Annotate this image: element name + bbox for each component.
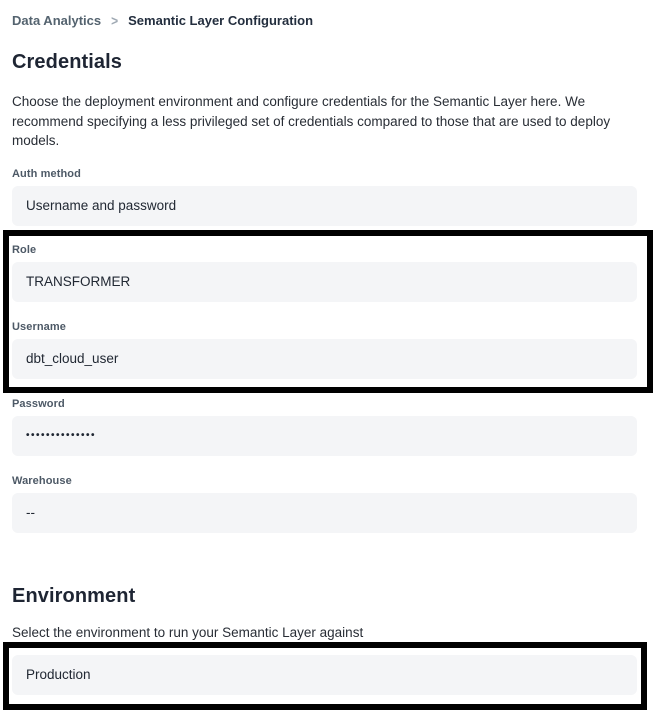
chevron-right-icon: > (111, 12, 119, 30)
role-input[interactable] (12, 262, 637, 302)
auth-method-label: Auth method (12, 167, 81, 180)
warehouse-value: -- (26, 505, 35, 520)
credentials-description: Choose the deployment environment and configure credentials for the Semantic Layer here. We recommend specifying a less privileged set of credentials compared to those that are used to deploy models. (12, 94, 611, 148)
auth-method-value: Username and password (26, 198, 177, 213)
credentials-heading: Credentials (12, 51, 123, 73)
password-group (12, 398, 637, 456)
username-input[interactable] (12, 339, 637, 379)
warehouse-group (12, 475, 637, 533)
environment-select[interactable] (12, 655, 637, 695)
password-masked-value: •••••••••••••• (26, 430, 97, 441)
breadcrumb (12, 13, 637, 29)
highlight-box-role-username (3, 230, 653, 393)
auth-method-select[interactable] (12, 186, 637, 226)
username-value: dbt_cloud_user (26, 351, 119, 366)
highlight-box-environment (3, 642, 647, 710)
auth-method-group (12, 168, 637, 226)
warehouse-label: Warehouse (12, 474, 72, 487)
username-label: Username (12, 320, 66, 333)
breadcrumb-item-data-analytics[interactable]: Data Analytics (12, 13, 102, 28)
password-label: Password (12, 397, 65, 410)
environment-description: Select the environment to run your Semantic Layer against (12, 624, 364, 640)
role-group (12, 244, 637, 302)
role-value: TRANSFORMER (26, 274, 131, 289)
username-group (12, 321, 637, 379)
warehouse-input[interactable] (12, 493, 637, 533)
environment-value: Production (26, 667, 91, 682)
environment-heading: Environment (12, 584, 136, 607)
role-label: Role (12, 243, 37, 256)
breadcrumb-item-semantic-layer-configuration: Semantic Layer Configuration (128, 13, 314, 28)
environment-group (12, 655, 637, 695)
password-input[interactable] (12, 416, 637, 456)
